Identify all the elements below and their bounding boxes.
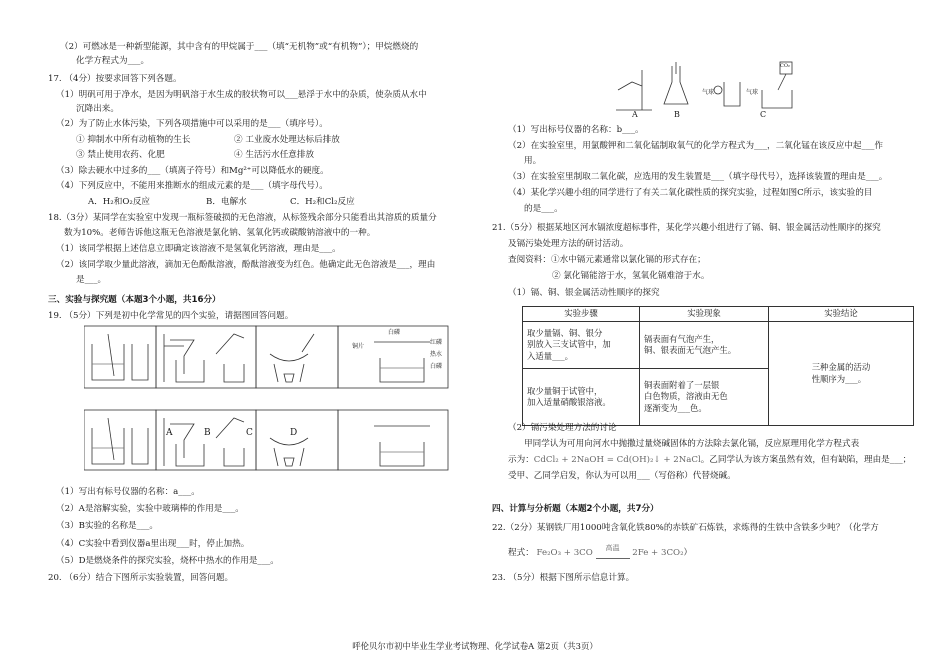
- q21-ref-2: ② 氯化镉能溶于水，氢氧化镉难溶于水。: [552, 271, 710, 281]
- q19-3: （3）B实验的名称是___。: [56, 521, 159, 531]
- q21-eq-prefix: 示为：: [508, 455, 534, 465]
- q19-2: （2）A是溶解实验，实验中玻璃棒的作用是___。: [56, 504, 244, 514]
- q16-2-line1: （2）可燃冰是一种新型能源，其中含有的甲烷属于___（填“无机物”或“有机物”）；甲烷燃烧的: [60, 42, 419, 52]
- q17-3: （3）除去硬水中过多的___（填离子符号）和Mg²⁺可以降低水的硬度。: [56, 166, 329, 176]
- q21-line1: 21.（5分）根据某地区河水镉浓度超标事件，某化学兴趣小组进行了镉、铜、银金属活动性顺序的探究: [492, 223, 881, 233]
- q18-1: （1）该同学根据上述信息立即确定该溶液不是氢氧化钙溶液，理由是___。: [56, 244, 341, 254]
- table-header: 实验结论: [769, 307, 914, 322]
- table-row: [523, 322, 914, 369]
- q17-opt-3: ③ 禁止使用农药、化肥: [76, 150, 165, 160]
- q20-4-line1: （4）某化学兴趣小组的同学进行了有关二氧化碳性质的探究实验，过程如图C所示，该实验的目: [508, 188, 873, 198]
- q21-2-line1: 甲同学认为可用向河水中抛撒过量烧碱固体的方法除去氯化镉，反应原理用化学方程式表: [524, 439, 860, 449]
- fig19-small-3: 红磷: [430, 339, 443, 346]
- table-cell: 铜表面附着了一层银 白色物质，溶液由无色 逐渐变为___色。: [644, 379, 728, 413]
- q16-2-line2: 化学方程式为___。: [76, 56, 150, 66]
- q20-title: 20. （6分）结合下图所示实验装置，回答问题。: [48, 573, 234, 583]
- fig20-small-2: 气球: [746, 89, 759, 96]
- q19-4: （4）C实验中看到仪器a里出现___时，停止加热。: [56, 539, 250, 549]
- q17-opt-2: ② 工业废水处理达标后排放: [234, 135, 340, 145]
- q17-opt-b: B．电解水: [206, 197, 247, 207]
- q18-2-line1: （2）该同学取少量此溶液，滴加无色酚酞溶液，酚酞溶液变为红色。他确定此无色溶液是___，理由: [56, 260, 436, 270]
- fig19-small-2: 铜片: [352, 343, 365, 350]
- q17-title: 17. （4分）按要求回答下列各题。: [48, 74, 182, 84]
- q19-apparatus-drawing: [84, 324, 459, 472]
- fig20-small-1: 气球: [702, 89, 715, 96]
- q21-equation: CdCl₂ + 2NaOH = Cd(OH)₂↓ + 2NaCl: [533, 455, 701, 465]
- q18-line1: 18.（3分）某同学在实验室中发现一瓶标签破损的无色溶液，从标签残余部分只能看出其溶质的质量分: [48, 213, 437, 223]
- q17-4: （4）下列反应中，不能用来推断水的组成元素的是___（填字母代号）。: [56, 181, 328, 191]
- q20-3: （3）在实验室里制取二氧化碳，应选用的发生装置是___（填字母代号），选择该装置的理由是___。: [508, 172, 888, 182]
- q22-eq-label: 程式：: [508, 548, 534, 558]
- q22-eq-end: ）: [683, 548, 693, 558]
- table-cell: 镉表面有气泡产生， 铜、银表面无气泡产生。: [644, 333, 737, 355]
- q19-1: （1）写出有标号仪器的名称：a___。: [56, 487, 200, 497]
- fig19-label-c: C: [246, 428, 253, 438]
- q18-2-line2: 是___。: [76, 275, 107, 285]
- q21-line2: 及镉污染处理方法的研讨活动。: [508, 239, 629, 249]
- q23-title: 23. （5分）根据下图所示信息计算。: [492, 573, 635, 583]
- q21-2-line2: 乙同学认为该方案虽然有效，但有缺陷，理由是___；: [709, 455, 912, 465]
- q22-eq-condition: 高温: [605, 543, 620, 552]
- q22-line1: 22.（2分）某钢铁厂用1000吨含氧化铁80%的赤铁矿石炼铁，求炼得的生铁中含铁多少吨？（化学方: [492, 523, 879, 533]
- page-footer: 呼伦贝尔市初中毕业生学业考试物理、化学试卷A 第2页（共3页）: [352, 641, 598, 651]
- fig19-small-1: 白磷: [388, 329, 401, 336]
- q19-5: （5）D是燃烧条件的探究实验，烧杯中热水的作用是___。: [56, 556, 279, 566]
- table-cell: 取少量镉、铜、银分 别放入三支试管中，加 入适量___。: [527, 327, 611, 361]
- q22-eq-right: 2Fe + 3CO₂: [632, 548, 684, 558]
- q20-figure: [612, 60, 812, 120]
- fig20-label-b: B: [674, 110, 680, 119]
- q21-experiment-table: [522, 306, 914, 426]
- q19-figure: [84, 324, 459, 472]
- table-header: 实验步骤: [523, 307, 640, 322]
- q21-2-eq-line: 示为：CdCl₂ + 2NaOH = Cd(OH)₂↓ + 2NaCl。乙同学认为该方案虽然有效，但有缺陷，理由是___；: [508, 455, 912, 465]
- q17-opt-1: ① 抑制水中所有动植物的生长: [76, 135, 191, 145]
- q17-opt-c: C．H₂和Cl₂反应: [290, 197, 355, 207]
- table-cell: 取少量铜于试管中， 加入适量硝酸银溶液。: [527, 385, 611, 407]
- fig20-label-a: A: [632, 110, 638, 119]
- q17-opt-4: ④ 生活污水任意排放: [234, 150, 315, 160]
- q21-1: （1）镉、铜、银金属活动性顺序的探究: [508, 288, 660, 298]
- table-header: 实验现象: [640, 307, 769, 322]
- q20-1: （1）写出标号仪器的名称：b___。: [508, 125, 644, 135]
- fig20-small-3: CO₂: [780, 63, 790, 69]
- section-3-title: 三、实验与探究题（本题3个小题，共16分）: [48, 295, 221, 305]
- q22-eq-left: Fe₂O₃ + 3CO: [536, 548, 593, 558]
- q17-1-line1: （1）明矾可用于净水，是因为明矾溶于水生成的胶状物可以___悬浮于水中的杂质，使杂质从水中: [56, 90, 427, 100]
- q21-2-title: （2）镉污染处理方法的讨论: [508, 423, 617, 433]
- section-4-title: 四、计算与分析题（本题2个小题，共7分）: [492, 504, 659, 514]
- q20-2-line2: 用。: [524, 156, 542, 166]
- q20-2-line1: （2）在实验室里，用氯酸钾和二氧化锰制取氧气的化学方程式为___，二氧化锰在该反应中起___作: [508, 141, 884, 151]
- table-cell: 三种金属的活动 性顺序为___。: [811, 362, 871, 384]
- fig19-small-5: 白磷: [430, 363, 443, 370]
- q22-eq-arrow: [596, 543, 630, 559]
- q20-4-line2: 的是___。: [524, 204, 563, 214]
- q21-ref-1: 查阅资料：①水中镉元素通常以氯化镉的形式存在；: [508, 255, 706, 265]
- fig19-small-4: 热水: [430, 351, 443, 358]
- table-header-row: [523, 307, 914, 322]
- fig19-label-d: D: [290, 428, 298, 438]
- q22-line2: [508, 543, 693, 559]
- q21-2-line3: 受甲、乙同学启发，你认为可以用___（写俗称）代替烧碱。: [508, 471, 736, 481]
- q17-1-line2: 沉降出来。: [76, 104, 119, 114]
- fig19-label-a: A: [166, 428, 173, 438]
- q19-title: 19. （5分）下列是初中化学常见的四个实验，请据图回答问题。: [48, 311, 294, 321]
- q17-2: （2）为了防止水体污染，下列各项措施中可以采用的是___（填序号）。: [56, 119, 328, 129]
- q17-opt-a: A．H₂和O₂反应: [88, 197, 151, 207]
- fig20-label-c: C: [760, 110, 767, 119]
- q18-line2: 数为10%。老师告诉他这瓶无色溶液是氯化钠、氢氧化钙或碳酸钠溶液中的一种。: [64, 228, 376, 238]
- fig19-label-b: B: [204, 428, 211, 438]
